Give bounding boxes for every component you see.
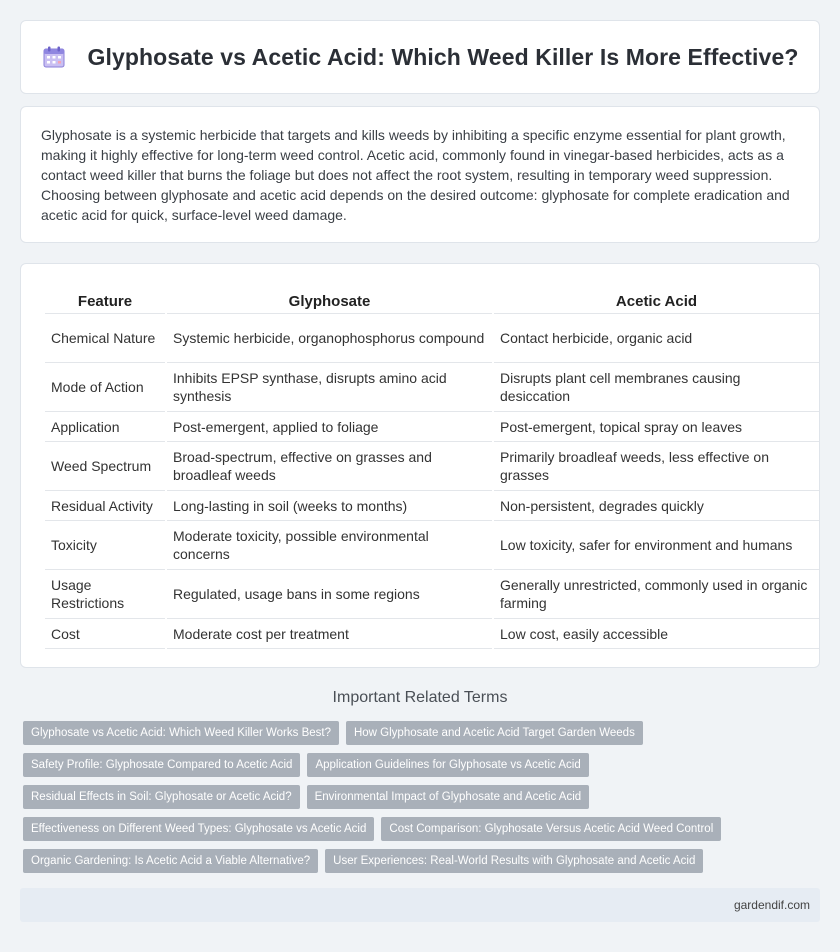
title-row [42, 44, 799, 71]
related-term-tag[interactable]: How Glyphosate and Acetic Acid Target Garden Weeds [346, 721, 643, 745]
header-acetic-acid: Acetic Acid [494, 284, 819, 314]
cell-acetic-acid: Low cost, easily accessible [494, 619, 819, 649]
cell-acetic-acid: Primarily broadleaf weeds, less effective on grasses [494, 442, 819, 491]
tag-row [23, 849, 823, 873]
cell-acetic-acid: Contact herbicide, organic acid [494, 314, 819, 363]
related-term-tag[interactable]: Effectiveness on Different Weed Types: Glyphosate vs Acetic Acid [23, 817, 374, 841]
cell-acetic-acid: Low toxicity, safer for environment and humans [494, 521, 819, 570]
table-row [45, 619, 819, 649]
cell-feature: Weed Spectrum [45, 442, 165, 491]
cell-feature: Residual Activity [45, 491, 165, 521]
tag-row [23, 753, 823, 777]
table-row [45, 314, 819, 363]
cell-glyphosate: Systemic herbicide, organophosphorus compound [167, 314, 492, 363]
header-glyphosate: Glyphosate [167, 284, 492, 314]
cell-glyphosate: Broad-spectrum, effective on grasses and broadleaf weeds [167, 442, 492, 491]
intro-paragraph: Glyphosate is a systemic herbicide that targets and kills weeds by inhibiting a specific enzyme essential for plant growth, making it highly effective for long-term weed control. Acetic acid, commonly found in vinegar-based herbicides, acts as a contact weed killer that burns the foliage but does not affect the root system, resulting in temporary weed suppression. Choosing between glyphosate and acetic acid depends on the desired outcome: glyphosate for complete eradication and acetic acid for quick, surface-level weed damage. [41, 127, 790, 223]
calendar-icon [42, 45, 66, 69]
comparison-table [43, 284, 821, 649]
related-terms-tags [23, 721, 823, 881]
cell-acetic-acid: Post-emergent, topical spray on leaves [494, 412, 819, 442]
related-term-tag[interactable]: Environmental Impact of Glyphosate and Acetic Acid [307, 785, 590, 809]
table-row [45, 491, 819, 521]
cell-feature: Chemical Nature [45, 314, 165, 363]
comparison-table-card [20, 263, 820, 668]
cell-acetic-acid: Generally unrestricted, commonly used in organic farming [494, 570, 819, 619]
cell-glyphosate: Moderate cost per treatment [167, 619, 492, 649]
cell-glyphosate: Regulated, usage bans in some regions [167, 570, 492, 619]
page-title: Glyphosate vs Acetic Acid: Which Weed Killer Is More Effective? [87, 43, 799, 70]
related-term-tag[interactable]: Organic Gardening: Is Acetic Acid a Viable Alternative? [23, 849, 318, 873]
cell-feature: Application [45, 412, 165, 442]
intro-card [20, 106, 820, 243]
table-header-row [45, 284, 819, 314]
header-card [20, 20, 820, 94]
table-row [45, 412, 819, 442]
footer [20, 888, 820, 922]
cell-feature: Toxicity [45, 521, 165, 570]
related-term-tag[interactable]: Glyphosate vs Acetic Acid: Which Weed Killer Works Best? [23, 721, 339, 745]
table-row [45, 521, 819, 570]
tag-row [23, 721, 823, 745]
cell-acetic-acid: Disrupts plant cell membranes causing desiccation [494, 363, 819, 412]
cell-feature: Mode of Action [45, 363, 165, 412]
cell-acetic-acid: Non-persistent, degrades quickly [494, 491, 819, 521]
cell-feature: Cost [45, 619, 165, 649]
tag-row [23, 785, 823, 809]
footer-site-link[interactable]: gardendif.com [733, 898, 810, 912]
cell-glyphosate: Post-emergent, applied to foliage [167, 412, 492, 442]
related-terms-heading: Important Related Terms [332, 689, 508, 706]
header-feature: Feature [45, 284, 165, 314]
table-row [45, 570, 819, 619]
cell-glyphosate: Long-lasting in soil (weeks to months) [167, 491, 492, 521]
related-term-tag[interactable]: Safety Profile: Glyphosate Compared to Acetic Acid [23, 753, 300, 777]
table-row [45, 442, 819, 491]
related-term-tag[interactable]: Residual Effects in Soil: Glyphosate or Acetic Acid? [23, 785, 300, 809]
table-row [45, 363, 819, 412]
cell-glyphosate: Moderate toxicity, possible environmental concerns [167, 521, 492, 570]
related-term-tag[interactable]: Application Guidelines for Glyphosate vs Acetic Acid [307, 753, 588, 777]
related-term-tag[interactable]: User Experiences: Real-World Results with Glyphosate and Acetic Acid [325, 849, 703, 873]
tag-row [23, 817, 823, 841]
cell-glyphosate: Inhibits EPSP synthase, disrupts amino acid synthesis [167, 363, 492, 412]
cell-feature: Usage Restrictions [45, 570, 165, 619]
related-term-tag[interactable]: Cost Comparison: Glyphosate Versus Acetic Acid Weed Control [381, 817, 721, 841]
